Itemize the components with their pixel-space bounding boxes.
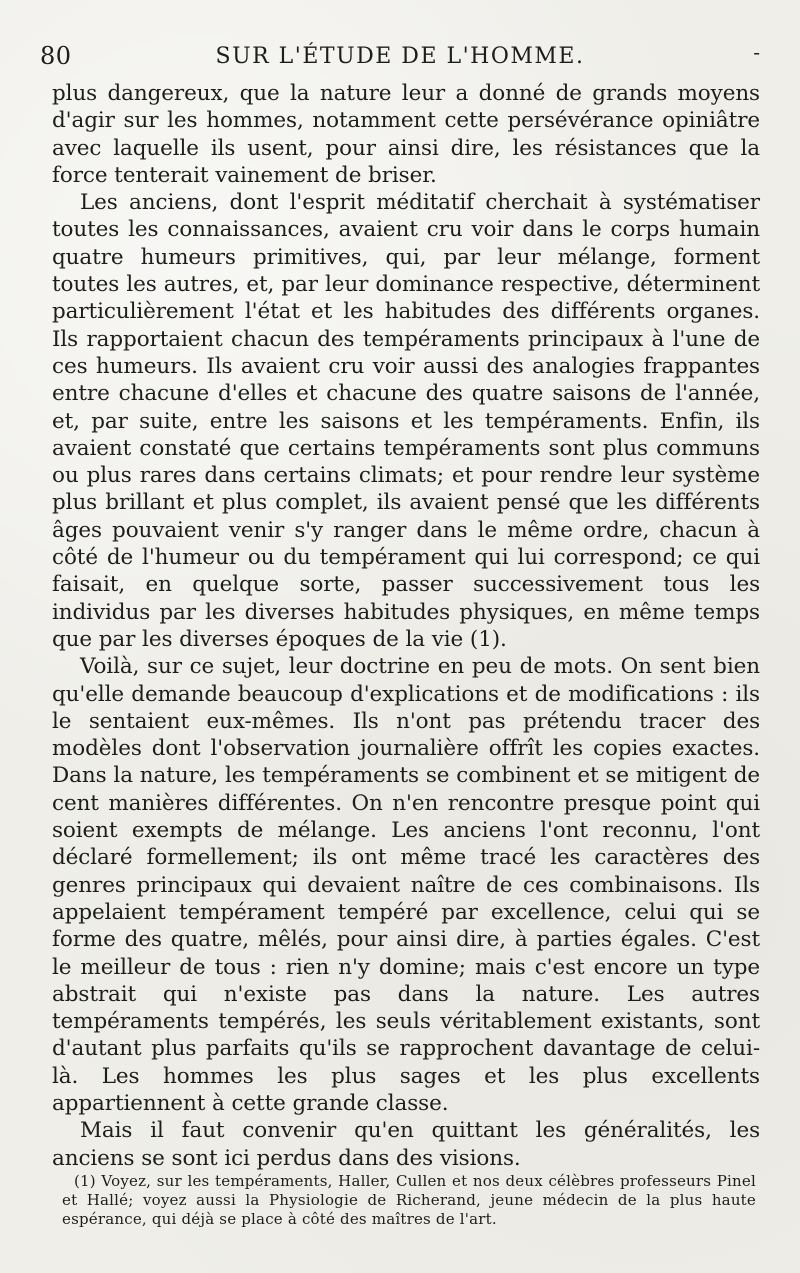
paragraph-visions: Mais il faut convenir qu'en quittant les généralités, les anciens se sont ici perdus dans des visions. xyxy=(52,1118,760,1171)
running-header xyxy=(40,42,760,76)
paragraph-anciens-humeurs: Les anciens, dont l'esprit méditatif cherchait à systématiser toutes les connaissances, avaient cru voir dans le corps humain quatre humeurs primitives, qui, par leur mélange, forment toutes les autres, et, par leur dominance respective, déterminent particulièrement l'état et les habitudes des différents organes. Ils rapportaient chacun des tempéraments principaux à l'une de ces humeurs. Ils avaient cru voir aussi des analogies frappantes entre chacune d'elles et chacune des quatre saisons de l'année, et, par suite, entre les saisons et les tempéraments. Enfin, ils avaient constaté que certains tempéraments sont plus communs ou plus rares dans certains climats; et pour rendre leur système plus brillant et plus complet, ils avaient pensé que les différents âges pouvaient venir s'y ranger dans le même ordre, chacun à côté de l'humeur ou du tempérament qui lui correspond; ce qui faisait, en quelque sorte, passer successivement tous les individus par les diverses habitudes physiques, en même temps que par les diverses époques de la vie (1). xyxy=(52,190,760,652)
main-text xyxy=(52,80,760,1172)
paragraph-doctrine: Voilà, sur ce sujet, leur doctrine en peu de mots. On sent bien qu'elle demande beaucoup d'explications et de modifications : ils le sentaient eux-mêmes. Ils n'ont pas prétendu tracer des modèles dont l'observation journalière offrît les copies exactes. Dans la nature, les tempéraments se combinent et se mitigent de cent manières différentes. On n'en rencontre presque point qui soient exempts de mélange. Les anciens l'ont reconnu, l'ont déclaré formellement; ils ont même tracé les caractères des genres principaux qui devaient naître de ces combinaisons. Ils appelaient tempérament tempéré par excellence, celui qui se forme des quatre, mêlés, pour ainsi dire, à parties égales. C'est le meilleur de tous : rien n'y domine; mais c'est encore un type abstrait qui n'existe pas dans la nature. Les autres tempéraments tempérés, les seuls véritablement existants, sont d'autant plus parfaits qu'ils se rapprochent davantage de celui-là. Les hommes les plus sages et les plus excellents appartiennent à cette grande classe. xyxy=(52,654,760,1116)
footnotes xyxy=(62,1172,756,1229)
running-title: SUR L'ÉTUDE DE L'HOMME. xyxy=(215,44,585,69)
page-number: 80 xyxy=(40,42,72,70)
header-dash: - xyxy=(753,40,760,64)
paragraph-continuation: plus dangereux, que la nature leur a donné de grands moyens d'agir sur les hommes, notamment cette persévérance opiniâtre avec laquelle ils usent, pour ainsi dire, les résistances que la force tenterait vainement de briser. xyxy=(52,81,760,188)
footnote-1: (1) Voyez, sur les tempéraments, Haller, Cullen et nos deux célèbres professeurs Pinel et Hallé; voyez aussi la Physiologie de Richerand, jeune médecin de la plus haute espérance, qui déjà se place à côté des maîtres de l'art. xyxy=(62,1172,756,1228)
